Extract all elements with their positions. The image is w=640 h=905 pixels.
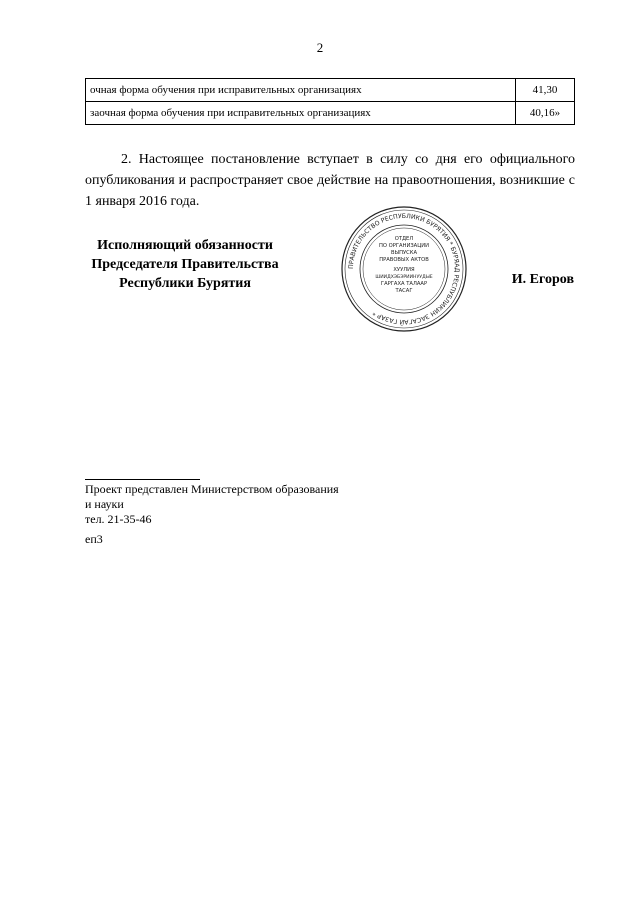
seal-text-line: ХУУЛИЯ <box>393 267 415 273</box>
official-seal <box>340 205 468 333</box>
table-cell-value: 41,30 <box>516 79 575 102</box>
seal-text-line: ПО ОРГАНИЗАЦИИ <box>378 243 430 249</box>
seal-text-line: ГАРГАХА ТАЛААР <box>380 281 428 287</box>
signatory-title-line: Председателя Правительства <box>91 257 279 272</box>
table-cell-label: очная форма обучения при исправительных организациях <box>86 79 516 102</box>
footnote-line: и науки <box>85 497 124 511</box>
table-row <box>86 102 575 125</box>
seal-text-line: ОТДЕЛ <box>394 236 414 242</box>
seal-text-line: ВЫПУСКА <box>390 250 418 256</box>
signatory-title <box>85 236 285 293</box>
table-cell-value: 40,16» <box>516 102 575 125</box>
footnote-line: Проект представлен Министерством образования <box>85 482 339 496</box>
body-paragraph: 2. Настоящее постановление вступает в силу со дня его официального опубликования и распространяет свое действие на правоотношения, возникшие с 1 января 2016 года. <box>85 152 575 209</box>
footnote <box>85 482 339 527</box>
document-code: еп3 <box>85 532 103 546</box>
seal-ring-text: ПРАВИТЕЛЬСТВО РЕСПУБЛИКИ БУРЯТИЯ * БУРЯАД РЕСПУБЛИКИН ЗАСАГАЙ ГАЗАР * <box>347 212 461 326</box>
seal-text-line: ТАСАГ <box>395 288 413 294</box>
page-number: 2 <box>316 40 324 55</box>
table-cell-label: заочная форма обучения при исправительных организациях <box>86 102 516 125</box>
footnote-line: тел. 21-35-46 <box>85 512 152 526</box>
seal-text-line: ПРАВОВЫХ АКТОВ <box>379 257 429 263</box>
table-row <box>86 79 575 102</box>
signatory-title-line: Исполняющий обязанности <box>97 238 273 253</box>
signatory-name: И. Егоров <box>511 272 574 287</box>
rates-table <box>85 78 575 125</box>
signatory-title-line: Республики Бурятия <box>119 276 251 291</box>
seal-text-line: ШИИДХЭБЭРИИНУУДЫЕ <box>375 275 433 280</box>
footnote-divider <box>85 479 200 480</box>
